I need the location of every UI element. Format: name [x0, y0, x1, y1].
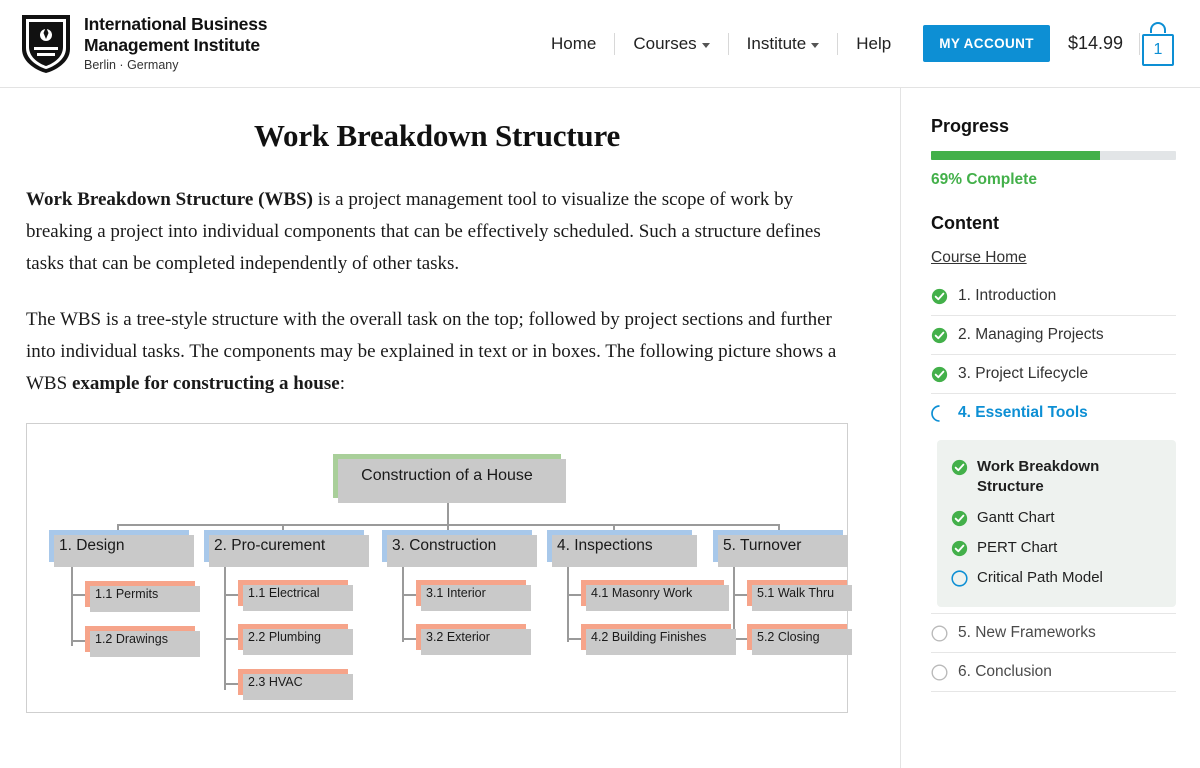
progress-bar-fill — [931, 151, 1100, 160]
chevron-down-icon — [702, 43, 710, 48]
check-circle-icon — [931, 288, 948, 305]
paragraph-2-bold: example for constructing a house — [71, 372, 340, 394]
wbs-task-label: 2.3 HVAC — [248, 675, 303, 690]
paragraph-1-bold: Work Breakdown Structure (WBS) — [26, 189, 313, 210]
nav-label: Home — [551, 33, 597, 53]
sidebar-item-project-lifecycle[interactable] — [931, 355, 1176, 394]
wbs-task-node — [238, 624, 348, 650]
connector — [71, 594, 85, 596]
progress-heading: Progress — [931, 116, 1010, 136]
nav-label: Courses — [633, 33, 697, 53]
wbs-root-label: Construction of a House — [361, 467, 533, 485]
connector — [567, 566, 569, 642]
nav-item-institute[interactable] — [729, 34, 838, 54]
sidebar-subitem-label: Critical Path Model — [977, 569, 1103, 586]
progress-label: 69% Complete — [931, 171, 1037, 188]
connector — [567, 638, 581, 640]
sidebar-subitem-label: Work Breakdown Structure — [977, 458, 1100, 496]
my-account-button[interactable]: MY ACCOUNT — [923, 25, 1050, 62]
connector — [402, 566, 404, 642]
sidebar-item-essential-tools[interactable] — [931, 394, 1176, 432]
sidebar-subitem-pert-chart[interactable] — [951, 533, 1162, 563]
sidebar-subitem-critical-path-model[interactable] — [951, 563, 1162, 593]
cart-count: 1 — [1142, 34, 1174, 66]
sidebar-item-managing-projects[interactable] — [931, 316, 1176, 355]
wbs-task-node — [416, 624, 526, 650]
wbs-branch-node — [713, 530, 843, 562]
sidebar-item-label: 3. Project Lifecycle — [958, 365, 1089, 382]
check-circle-icon — [951, 510, 968, 527]
wbs-task-node — [238, 580, 348, 606]
sidebar-item-label: 6. Conclusion — [958, 663, 1052, 681]
sidebar-item-label: 4. Essential Tools — [958, 404, 1088, 421]
wbs-branch-label: 4. Inspections — [557, 537, 653, 555]
wbs-task-node — [238, 669, 348, 695]
page-title: Work Breakdown Structure — [253, 118, 621, 153]
connector — [224, 683, 238, 685]
wbs-task-node — [85, 626, 195, 652]
sidebar-item-label: 5. New Frameworks — [958, 624, 1096, 642]
wbs-branch-label: 1. Design — [59, 537, 125, 555]
wbs-task-label: 2.2 Plumbing — [248, 630, 321, 645]
connector — [733, 594, 747, 596]
site-header — [0, 0, 1200, 88]
connector — [224, 638, 238, 640]
check-circle-icon — [931, 366, 948, 383]
wbs-task-label: 1.1 Electrical — [248, 586, 320, 601]
connector — [402, 638, 416, 640]
empty-circle-icon — [931, 664, 948, 681]
sidebar-subitem-work-breakdown-structure[interactable] — [951, 452, 1162, 503]
brand-line-3: Berlin · Germany — [84, 58, 179, 73]
nav-item-home[interactable] — [533, 34, 614, 54]
brand-line-2: Management Institute — [84, 34, 260, 55]
cart-price: $14.99 — [1067, 33, 1123, 53]
check-circle-icon — [951, 540, 968, 557]
wbs-branch-node — [382, 530, 532, 562]
progress-bar — [931, 151, 1176, 160]
wbs-task-label: 1.2 Drawings — [95, 632, 168, 647]
wbs-branch-node — [49, 530, 189, 562]
wbs-task-node — [85, 581, 195, 607]
wbs-branch-label: 2. Pro-curement — [214, 537, 326, 555]
wbs-branch-label: 5. Turnover — [723, 537, 802, 555]
wbs-task-label: 4.2 Building Finishes — [591, 630, 707, 645]
sidebar-item-conclusion[interactable] — [931, 653, 1176, 692]
paragraph-2 — [26, 304, 848, 400]
cart-button[interactable] — [1140, 22, 1176, 66]
wbs-branch-label: 3. Construction — [392, 537, 497, 555]
connector — [71, 566, 73, 646]
sidebar-subitem-gantt-chart[interactable] — [951, 503, 1162, 533]
connector — [447, 502, 449, 526]
lesson-content — [0, 88, 900, 768]
connector — [71, 640, 85, 642]
wbs-branch-node — [204, 530, 364, 562]
connector — [224, 566, 226, 690]
wbs-diagram — [26, 423, 848, 713]
wbs-branch-node — [547, 530, 692, 562]
wbs-task-node — [416, 580, 526, 606]
course-home-link[interactable]: Course Home — [931, 249, 1027, 266]
page-body — [0, 88, 1200, 768]
brand-logo[interactable] — [20, 13, 267, 75]
empty-circle-icon — [931, 625, 948, 642]
wbs-root-node — [333, 454, 561, 498]
course-sidebar — [900, 88, 1200, 768]
wbs-task-label: 4.1 Masonry Work — [591, 586, 693, 601]
nav-item-courses[interactable] — [615, 34, 727, 54]
paragraph-2-text-a: The WBS is a tree-style structure with the overall task on the top; followed by project sections and further into individual tasks. The components may be explained in text or in boxes. The following picture shows a WBS — [26, 308, 837, 394]
connector — [224, 594, 238, 596]
connector — [567, 594, 581, 596]
main-navigation — [533, 22, 1176, 66]
sidebar-sublist — [937, 440, 1176, 607]
sidebar-item-label: 2. Managing Projects — [958, 326, 1104, 343]
chevron-down-icon — [811, 43, 819, 48]
sidebar-subitem-label: Gantt Chart — [977, 508, 1055, 526]
nav-item-help[interactable] — [838, 34, 909, 54]
nav-label: Institute — [746, 33, 807, 53]
paragraph-2-text-b: : — [339, 372, 345, 394]
in-progress-circle-icon — [931, 405, 948, 422]
paragraph-1-text: is a project management tool to visualize the scope of work by breaking a project into individual components that can be effectively scheduled. Such a structure defines tasks that can be completed independently of other tasks. — [26, 189, 821, 274]
empty-circle-icon — [951, 570, 968, 587]
wbs-task-label: 3.2 Exterior — [426, 630, 490, 645]
nav-label: Help — [856, 33, 892, 53]
cart-handle-icon — [1150, 22, 1166, 33]
sidebar-item-new-frameworks[interactable] — [931, 613, 1176, 653]
paragraph-1 — [26, 184, 848, 280]
wbs-task-label: 5.1 Walk Thru — [757, 586, 835, 601]
wbs-task-node — [581, 580, 724, 606]
sidebar-item-label: 1. Introduction — [958, 287, 1057, 304]
wbs-task-label: 5.2 Closing — [757, 630, 820, 645]
wbs-task-node — [747, 624, 847, 650]
brand-line-1: International Business — [84, 13, 268, 34]
sidebar-item-introduction[interactable] — [931, 277, 1176, 316]
wbs-task-label: 3.1 Interior — [426, 586, 486, 601]
content-heading: Content — [931, 213, 999, 233]
wbs-task-node — [581, 624, 731, 650]
check-circle-icon — [931, 327, 948, 344]
check-circle-icon — [951, 459, 968, 476]
wbs-task-label: 1.1 Permits — [95, 587, 159, 602]
connector — [402, 594, 416, 596]
wbs-task-node — [747, 580, 847, 606]
shield-crest-icon — [20, 13, 72, 75]
sidebar-subitem-label: PERT Chart — [977, 538, 1058, 556]
